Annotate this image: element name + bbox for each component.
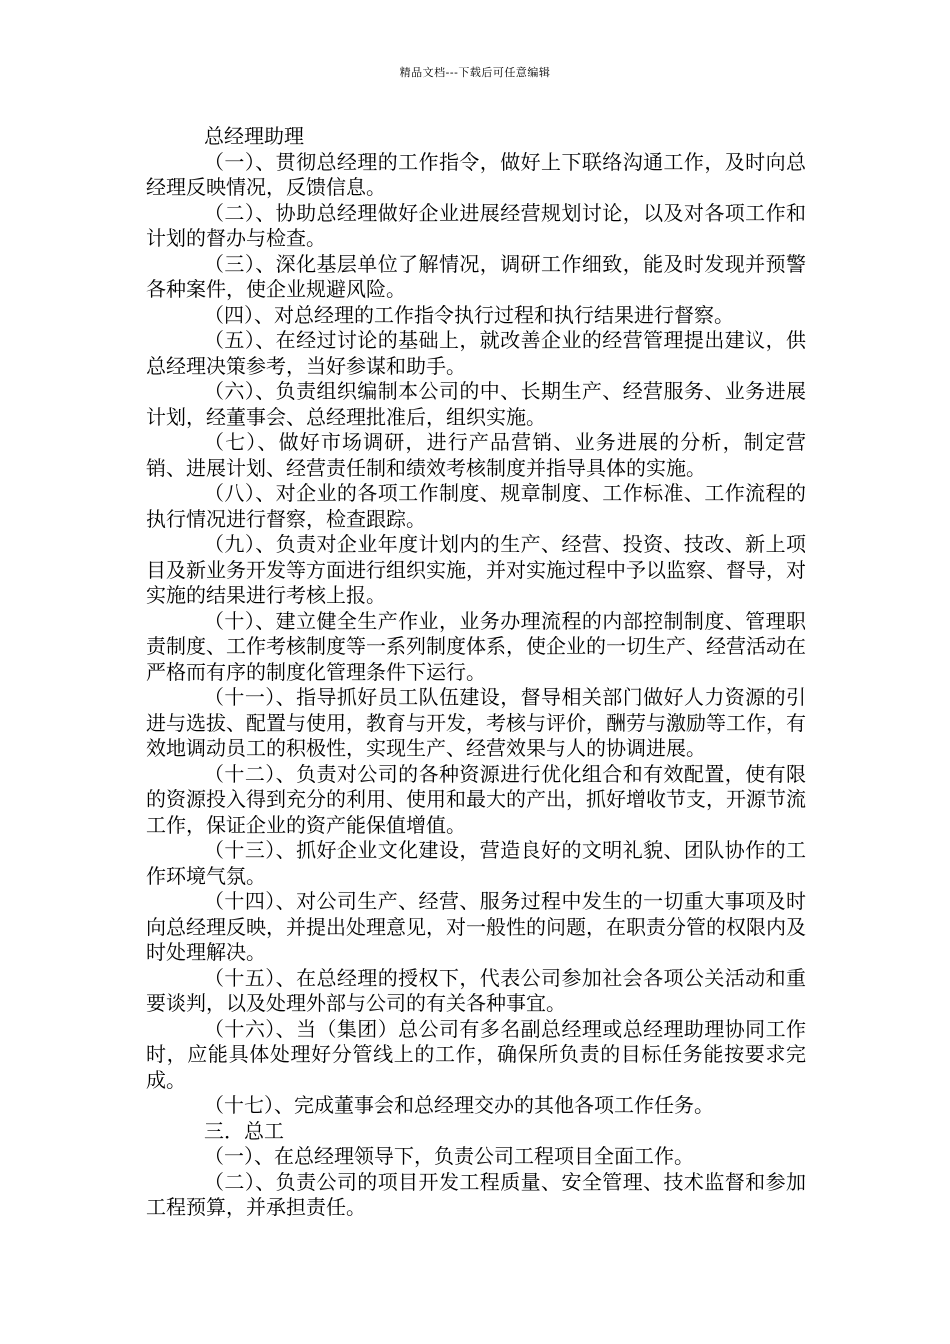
paragraph-3: （三）、深化基层单位了解情况，调研工作细致，能及时发现并预警各种案件，使企业规避风险。: [146, 251, 806, 301]
paragraph-5: （五）、在经过讨论的基础上，就改善企业的经营管理提出建议，供总经理决策参考，当好参谋和助手。: [146, 328, 806, 378]
paragraph-12: （十二）、负责对公司的各种资源进行优化组合和有效配置，使有限的资源投入得到充分的利用、使用和最大的产出，抓好增收节支，开源节流工作，保证企业的资产能保值增值。: [146, 761, 806, 837]
section-3-paragraph-2: （二）、负责公司的项目开发工程质量、安全管理、技术监督和参加工程预算，并承担责任。: [146, 1169, 806, 1219]
paragraph-6: （六）、负责组织编制本公司的中、长期生产、经营服务、业务进展计划，经董事会、总经理批准后，组织实施。: [146, 379, 806, 429]
section-3-paragraph-1: （一）、在总经理领导下，负责公司工程项目全面工作。: [204, 1144, 694, 1168]
paragraph-15: （十五）、在总经理的授权下，代表公司参加社会各项公关活动和重要谈判，以及处理外部与公司的有关各种事宜。: [146, 965, 806, 1015]
paragraph-8: （八）、对企业的各项工作制度、规章制度、工作标准、工作流程的执行情况进行督察，检查跟踪。: [146, 481, 806, 531]
section-title: 总经理助理: [204, 124, 304, 148]
paragraph-4: （四）、对总经理的工作指令执行过程和执行结果进行督察。: [204, 302, 734, 327]
paragraph-17: （十七）、完成董事会和总经理交办的其他各项工作任务。: [204, 1093, 714, 1117]
section-3-title: 三．总工: [204, 1118, 284, 1143]
paragraph-1: （一）、贯彻总经理的工作指令，做好上下联络沟通工作，及时向总经理反映情况，反馈信息。: [146, 149, 806, 199]
document-body: [146, 124, 806, 1221]
paragraph-2: （二）、协助总经理做好企业进展经营规划讨论，以及对各项工作和计划的督办与检查。: [146, 200, 806, 250]
paragraph-10: （十）、建立健全生产作业，业务办理流程的内部控制制度、管理职责制度、工作考核制度等一系列制度体系，使企业的一切生产、经营活动在严格而有序的制度化管理条件下运行。: [146, 608, 806, 684]
paragraph-13: （十三）、抓好企业文化建设，营造良好的文明礼貌、团队协作的工作环境气氛。: [146, 838, 806, 888]
paragraph-9: （九）、负责对企业年度计划内的生产、经营、投资、技改、新上项目及新业务开发等方面进行组织实施，并对实施过程中予以监察、督导，对实施的结果进行考核上报。: [146, 532, 806, 607]
paragraph-11: （十一）、指导抓好员工队伍建设，督导相关部门做好人力资源的引进与选拔、配置与使用，教育与开发，考核与评价，酬劳与激励等工作，有效地调动员工的积极性，实现生产、经营效果与人的协调进展。: [146, 685, 806, 760]
page-header: 精品文档---下载后可任意编辑: [399, 66, 551, 79]
paragraph-7: （七）、做好市场调研，进行产品营销、业务进展的分析，制定营销、进展计划、经营责任制和绩效考核制度并指导具体的实施。: [146, 430, 806, 480]
paragraph-14: （十四）、对公司生产、经营、服务过程中发生的一切重大事项及时向总经理反映，并提出处理意见，对一般性的问题，在职责分管的权限内及时处理解决。: [146, 889, 806, 964]
paragraph-16: （十六）、当（集团）总公司有多名副总经理或总经理助理协同工作时，应能具体处理好分管线上的工作，确保所负责的目标任务能按要求完成。: [146, 1016, 806, 1092]
